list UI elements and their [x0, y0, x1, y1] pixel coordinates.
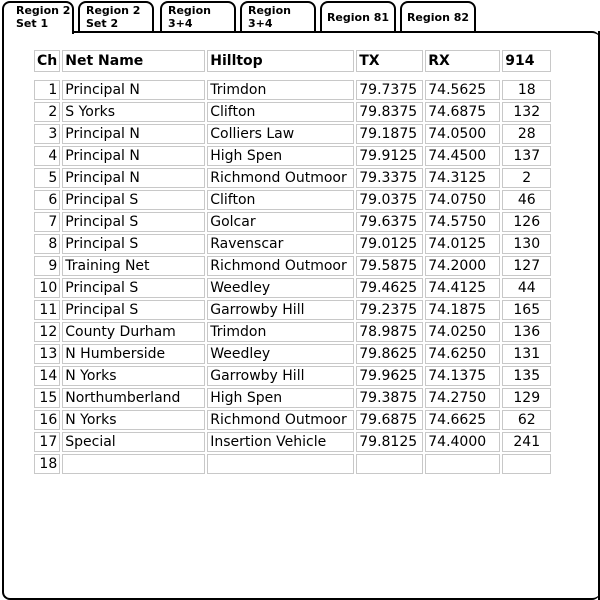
cell-net-name[interactable]: N Humberside — [62, 344, 205, 364]
cell-hilltop[interactable]: Weedley — [207, 278, 354, 298]
cell-net-name[interactable] — [62, 454, 205, 474]
table-row[interactable] — [34, 146, 551, 166]
cell-net-name[interactable]: Northumberland — [62, 388, 205, 408]
tab-region-2-set-2[interactable] — [78, 1, 154, 32]
cell-ch[interactable]: 9 — [34, 256, 60, 276]
cell-ch[interactable]: 10 — [34, 278, 60, 298]
channel-table — [32, 48, 553, 476]
table-row[interactable] — [34, 278, 551, 298]
table-row[interactable] — [34, 322, 551, 342]
tab-label-line1: Region 3+4 — [248, 4, 291, 30]
table-row[interactable] — [34, 102, 551, 122]
cell-net-name[interactable]: N Yorks — [62, 366, 205, 386]
cell-hilltop[interactable]: High Spen — [207, 388, 354, 408]
cell-tx[interactable]: 79.8375 — [356, 102, 423, 122]
cell-914[interactable]: 129 — [502, 388, 551, 408]
cell-tx[interactable]: 79.8125 — [356, 432, 423, 452]
cell-rx[interactable]: 74.0750 — [425, 190, 500, 210]
cell-ch[interactable]: 17 — [34, 432, 60, 452]
cell-914[interactable]: 126 — [502, 212, 551, 232]
cell-ch[interactable]: 6 — [34, 190, 60, 210]
tab-region-3-4-set-1[interactable] — [160, 1, 236, 32]
tab-region-81[interactable] — [320, 1, 396, 32]
table-row[interactable] — [34, 388, 551, 408]
table-header-row — [34, 50, 551, 72]
cell-rx[interactable]: 74.2000 — [425, 256, 500, 276]
cell-rx[interactable] — [425, 454, 500, 474]
cell-hilltop[interactable]: Richmond Outmoor — [207, 256, 354, 276]
table-row[interactable] — [34, 300, 551, 320]
cell-hilltop[interactable]: High Spen — [207, 146, 354, 166]
tab-bar — [0, 0, 600, 33]
table-row[interactable] — [34, 212, 551, 232]
tab-label-line1: Region 3+4 — [168, 4, 211, 30]
cell-rx[interactable]: 74.4000 — [425, 432, 500, 452]
cell-ch[interactable]: 14 — [34, 366, 60, 386]
tab-label-line2: Set 1 — [16, 17, 49, 30]
cell-rx[interactable]: 74.6875 — [425, 102, 500, 122]
cell-rx[interactable]: 74.6250 — [425, 344, 500, 364]
cell-tx[interactable]: 79.9125 — [356, 146, 423, 166]
cell-914[interactable]: 241 — [502, 432, 551, 452]
tab-label-line1: Region 2 — [16, 4, 71, 17]
cell-914[interactable]: 62 — [502, 410, 551, 430]
cell-tx[interactable]: 79.4625 — [356, 278, 423, 298]
column-header-net-name[interactable]: Net Name — [62, 50, 205, 72]
cell-net-name[interactable]: Principal N — [62, 146, 205, 166]
column-header-tx[interactable]: TX — [356, 50, 423, 72]
cell-rx[interactable]: 74.1375 — [425, 366, 500, 386]
cell-hilltop[interactable]: Trimdon — [207, 322, 354, 342]
cell-914[interactable]: 135 — [502, 366, 551, 386]
cell-net-name[interactable]: Principal N — [62, 168, 205, 188]
cell-hilltop[interactable]: Richmond Outmoor — [207, 410, 354, 430]
cell-rx[interactable]: 74.5750 — [425, 212, 500, 232]
cell-net-name[interactable]: Principal S — [62, 190, 205, 210]
cell-net-name[interactable]: N Yorks — [62, 410, 205, 430]
tab-region-3-4-set-2[interactable] — [240, 1, 316, 32]
cell-914[interactable]: 44 — [502, 278, 551, 298]
cell-rx[interactable]: 74.4500 — [425, 146, 500, 166]
cell-rx[interactable]: 74.4125 — [425, 278, 500, 298]
cell-tx[interactable]: 79.8625 — [356, 344, 423, 364]
cell-ch[interactable]: 7 — [34, 212, 60, 232]
cell-914[interactable]: 130 — [502, 234, 551, 254]
tab-region-82[interactable] — [400, 1, 476, 32]
cell-hilltop[interactable] — [207, 454, 354, 474]
tab-label: Region 82 — [406, 11, 470, 24]
cell-hilltop[interactable]: Ravenscar — [207, 234, 354, 254]
column-header-914[interactable]: 914 — [502, 50, 551, 72]
cell-rx[interactable]: 74.2750 — [425, 388, 500, 408]
column-header-rx[interactable]: RX — [425, 50, 500, 72]
cell-net-name[interactable]: Training Net — [62, 256, 205, 276]
cell-hilltop[interactable]: Garrowby Hill — [207, 300, 354, 320]
cell-hilltop[interactable]: Colliers Law — [207, 124, 354, 144]
table-row[interactable] — [34, 454, 551, 474]
cell-914[interactable]: 127 — [502, 256, 551, 276]
cell-net-name[interactable]: Special — [62, 432, 205, 452]
cell-ch[interactable]: 5 — [34, 168, 60, 188]
cell-914[interactable]: 18 — [502, 80, 551, 100]
cell-hilltop[interactable]: Clifton — [207, 102, 354, 122]
cell-net-name[interactable]: Principal S — [62, 234, 205, 254]
cell-914[interactable]: 132 — [502, 102, 551, 122]
cell-ch[interactable]: 15 — [34, 388, 60, 408]
table-row[interactable] — [34, 80, 551, 100]
cell-914[interactable]: 131 — [502, 344, 551, 364]
cell-rx[interactable]: 74.1875 — [425, 300, 500, 320]
cell-914[interactable]: 165 — [502, 300, 551, 320]
cell-tx[interactable]: 79.2375 — [356, 300, 423, 320]
tab-region-2-set-1[interactable] — [2, 1, 74, 34]
cell-tx[interactable]: 79.3875 — [356, 388, 423, 408]
table-row[interactable] — [34, 124, 551, 144]
cell-hilltop[interactable]: Clifton — [207, 190, 354, 210]
cell-tx[interactable]: 79.6875 — [356, 410, 423, 430]
table-row[interactable] — [34, 234, 551, 254]
cell-ch[interactable]: 4 — [34, 146, 60, 166]
tab-label: Region 81 — [326, 11, 390, 24]
table-row[interactable] — [34, 344, 551, 364]
table-row[interactable] — [34, 410, 551, 430]
cell-914[interactable]: 28 — [502, 124, 551, 144]
cell-tx[interactable] — [356, 454, 423, 474]
cell-ch[interactable]: 3 — [34, 124, 60, 144]
cell-ch[interactable]: 18 — [34, 454, 60, 474]
tab-label-line2: Set 2 — [86, 17, 119, 30]
cell-tx[interactable]: 79.9625 — [356, 366, 423, 386]
cell-hilltop[interactable]: Insertion Vehicle — [207, 432, 354, 452]
cell-hilltop[interactable]: Weedley — [207, 344, 354, 364]
table-row[interactable] — [34, 366, 551, 386]
cell-tx[interactable]: 79.3375 — [356, 168, 423, 188]
cell-ch[interactable]: 2 — [34, 102, 60, 122]
cell-net-name[interactable]: Principal N — [62, 80, 205, 100]
table-row[interactable] — [34, 256, 551, 276]
cell-ch[interactable]: 11 — [34, 300, 60, 320]
cell-rx[interactable]: 74.6625 — [425, 410, 500, 430]
cell-ch[interactable]: 1 — [34, 80, 60, 100]
cell-net-name[interactable]: Principal S — [62, 300, 205, 320]
cell-hilltop[interactable]: Trimdon — [207, 80, 354, 100]
cell-914[interactable] — [502, 454, 551, 474]
table-row[interactable] — [34, 432, 551, 452]
table-row[interactable] — [34, 190, 551, 210]
cell-tx[interactable]: 79.6375 — [356, 212, 423, 232]
cell-tx[interactable]: 78.9875 — [356, 322, 423, 342]
cell-rx[interactable]: 74.5625 — [425, 80, 500, 100]
cell-net-name[interactable]: Principal S — [62, 278, 205, 298]
cell-rx[interactable]: 74.0125 — [425, 234, 500, 254]
cell-tx[interactable]: 79.5875 — [356, 256, 423, 276]
column-header-hilltop[interactable]: Hilltop — [207, 50, 354, 72]
cell-net-name[interactable]: S Yorks — [62, 102, 205, 122]
cell-tx[interactable]: 79.1875 — [356, 124, 423, 144]
cell-ch[interactable]: 16 — [34, 410, 60, 430]
cell-tx[interactable]: 79.7375 — [356, 80, 423, 100]
cell-hilltop[interactable]: Garrowby Hill — [207, 366, 354, 386]
cell-rx[interactable]: 74.0250 — [425, 322, 500, 342]
cell-net-name[interactable]: County Durham — [62, 322, 205, 342]
cell-rx[interactable]: 74.0500 — [425, 124, 500, 144]
column-header-ch[interactable]: Ch — [34, 50, 60, 72]
cell-ch[interactable]: 12 — [34, 322, 60, 342]
cell-914[interactable]: 136 — [502, 322, 551, 342]
cell-hilltop[interactable]: Richmond Outmoor — [207, 168, 354, 188]
cell-914[interactable]: 137 — [502, 146, 551, 166]
cell-914[interactable]: 46 — [502, 190, 551, 210]
cell-net-name[interactable]: Principal N — [62, 124, 205, 144]
table-row[interactable] — [34, 168, 551, 188]
cell-914[interactable]: 2 — [502, 168, 551, 188]
cell-rx[interactable]: 74.3125 — [425, 168, 500, 188]
cell-ch[interactable]: 8 — [34, 234, 60, 254]
tab-label-line1: Region 2 — [86, 4, 141, 17]
cell-net-name[interactable]: Principal S — [62, 212, 205, 232]
cell-tx[interactable]: 79.0125 — [356, 234, 423, 254]
cell-tx[interactable]: 79.0375 — [356, 190, 423, 210]
cell-ch[interactable]: 13 — [34, 344, 60, 364]
cell-hilltop[interactable]: Golcar — [207, 212, 354, 232]
